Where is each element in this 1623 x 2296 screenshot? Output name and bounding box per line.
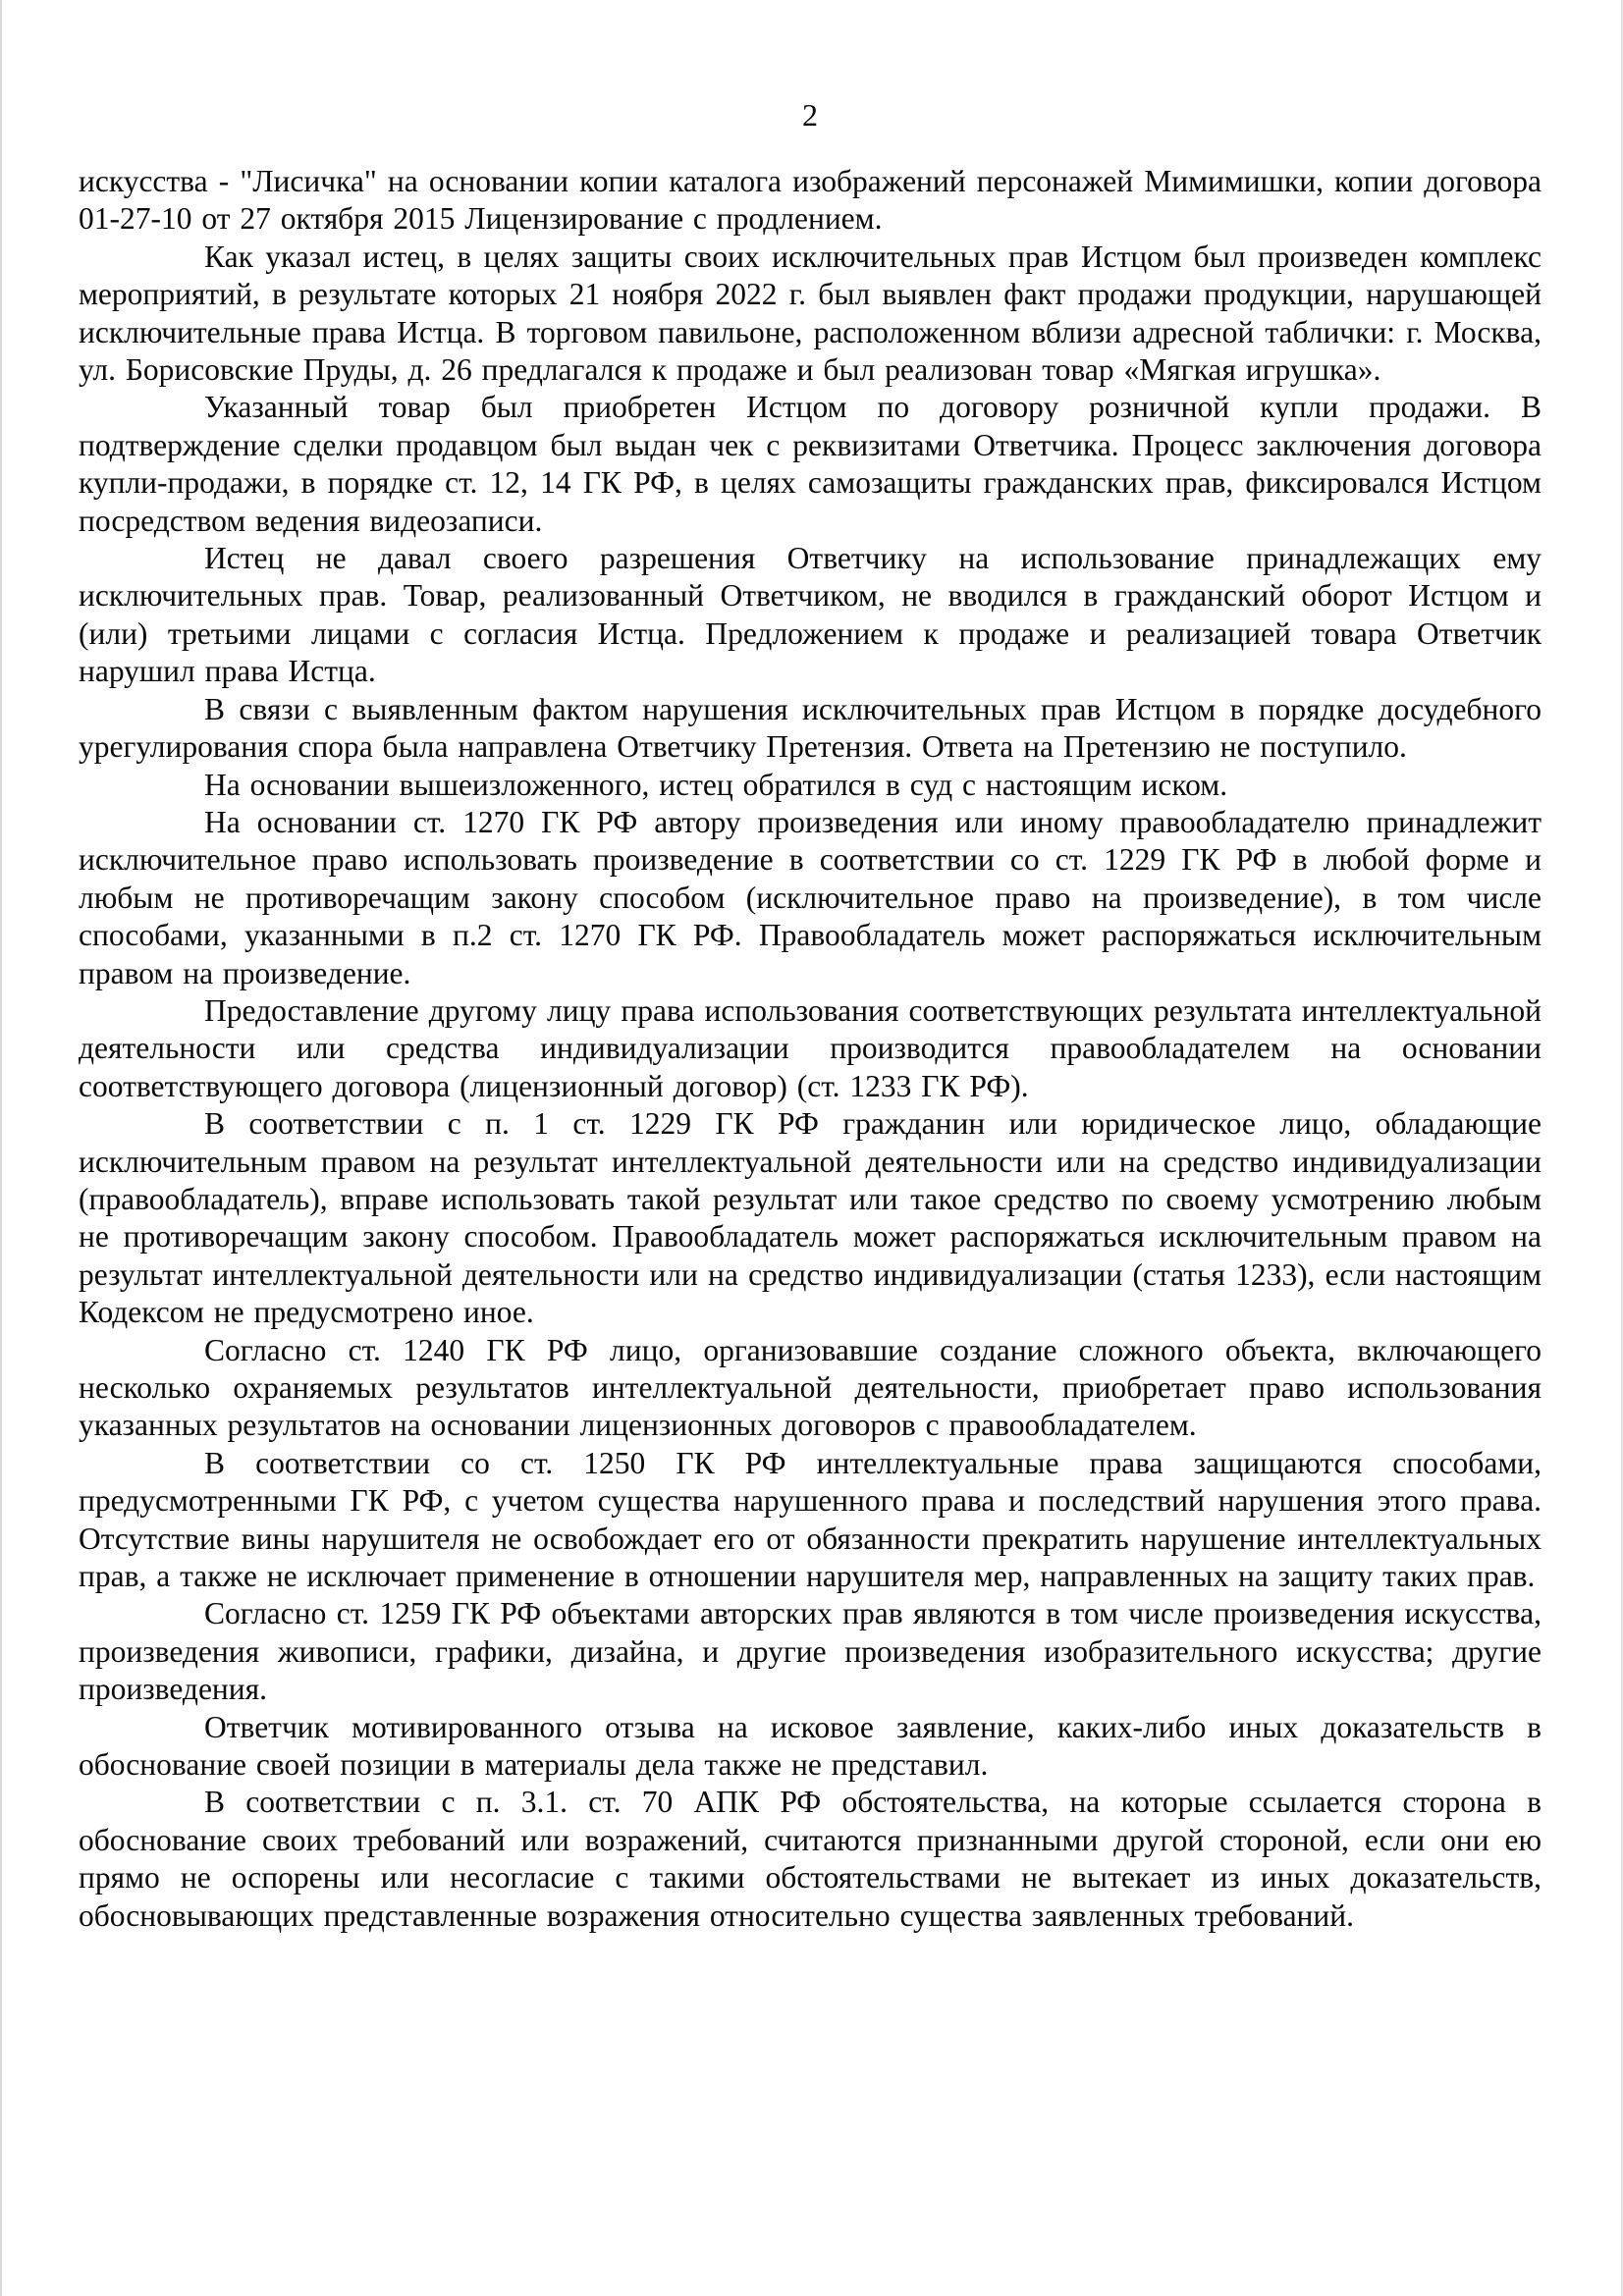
scan-edge-artifact	[0, 0, 2, 2296]
paragraph: В связи с выявленным фактом нарушения исключительных прав Истцом в порядке досудебного урегулирования спора была направлена Ответчику Претензия. Ответа на Претензию не поступило.	[79, 691, 1542, 765]
paragraph: искусства - "Лисичка" на основании копии каталога изображений персонажей Мимимишки, копии договора 01-27-10 от 27 октября 2015 Лицензирование с продлением.	[79, 164, 1542, 237]
paragraph: Предоставление другому лицу права использования соответствующих результата интеллектуальной деятельности или средства индивидуализации производится правообладателем на основании соответствующего договора (лицензионный договор) (ст. 1233 ГК РФ).	[79, 992, 1542, 1103]
paragraph: В соответствии со ст. 1250 ГК РФ интеллектуальные права защищаются способами, предусмотренными ГК РФ, с учетом существа нарушенного права и последствий нарушения этого права. Отсутствие вины нарушителя не освобождает его от обязанности прекратить нарушение интеллектуальных прав, а также не исключает применение в отношении нарушителя мер, направленных на защиту таких прав.	[79, 1445, 1542, 1594]
paragraph: На основании вышеизложенного, истец обратился в суд с настоящим иском.	[204, 767, 1228, 802]
paragraph: На основании ст. 1270 ГК РФ автору произведения или иному правообладателю принадлежит исключительное право использовать произведение в соответствии со ст. 1229 ГК РФ в любой форме и любым не противоречащим закону способом (исключительное право на произведение), в том числе способами, указанными в п.2 ст. 1270 ГК РФ. Правообладатель может распоряжаться исключительным правом на произведение.	[79, 804, 1542, 990]
paragraph: В соответствии с п. 1 ст. 1229 ГК РФ гражданин или юридическое лицо, обладающие исключительным правом на результат интеллектуальной деятельности или на средство индивидуализации (правообладатель), вправе использовать такой результат или такое средство по своему усмотрению любым не противоречащим закону способом. Правообладатель может распоряжаться исключительным правом на результат интеллектуальной деятельности или на средство индивидуализации (статья 1233), если настоящим Кодексом не предусмотрено иное.	[79, 1106, 1542, 1330]
page-content	[79, 96, 1542, 1935]
paragraph: Согласно ст. 1240 ГК РФ лицо, организовавшие создание сложного объекта, включающего несколько охраняемых результатов интеллектуальной деятельности, приобретает право использования указанных результатов на основании лицензионных договоров с правообладателем.	[79, 1332, 1542, 1443]
document-body	[79, 163, 1542, 1935]
paragraph: Истец не давал своего разрешения Ответчику на использование принадлежащих ему исключительных прав. Товар, реализованный Ответчиком, не вводился в гражданский оборот Истцом и (или) третьими лицами с согласия Истца. Предложением к продаже и реализацией товара Ответчик нарушил права Истца.	[79, 541, 1542, 689]
page-number: 2	[802, 97, 818, 133]
paragraph: Указанный товар был приобретен Истцом по договору розничной купли продажи. В подтверждение сделки продавцом был выдан чек с реквизитами Ответчика. Процесс заключения договора купли-продажи, в порядке ст. 12, 14 ГК РФ, в целях самозащиты гражданских прав, фиксировался Истцом посредством ведения видеозаписи.	[79, 390, 1542, 538]
paragraph: Ответчик мотивированного отзыва на исковое заявление, каких-либо иных доказательств в обоснование своей позиции в материалы дела также не представил.	[79, 1709, 1542, 1783]
paragraph: В соответствии с п. 3.1. ст. 70 АПК РФ обстоятельства, на которые ссылается сторона в обоснование своих требований или возражений, считаются признанными другой стороной, если они ею прямо не оспорены или несогласие с такими обстоятельствами не вытекает из иных доказательств, обосновывающих представленные возражения относительно существа заявленных требований.	[79, 1785, 1542, 1933]
paragraph: Согласно ст. 1259 ГК РФ объектами авторских прав являются в том числе произведения искусства, произведения живописи, графики, дизайна, и другие произведения изобразительного искусства; другие произведения.	[79, 1596, 1542, 1707]
paragraph: Как указал истец, в целях защиты своих исключительных прав Истцом был произведен комплекс мероприятий, в результате которых 21 ноября 2022 г. был выявлен факт продажи продукции, нарушающей исключительные права Истца. В торговом павильоне, расположенном вблизи адресной таблички: г. Москва, ул. Борисовские Пруды, д. 26 предлагался к продаже и был реализован товар «Мягкая игрушка».	[79, 239, 1542, 388]
